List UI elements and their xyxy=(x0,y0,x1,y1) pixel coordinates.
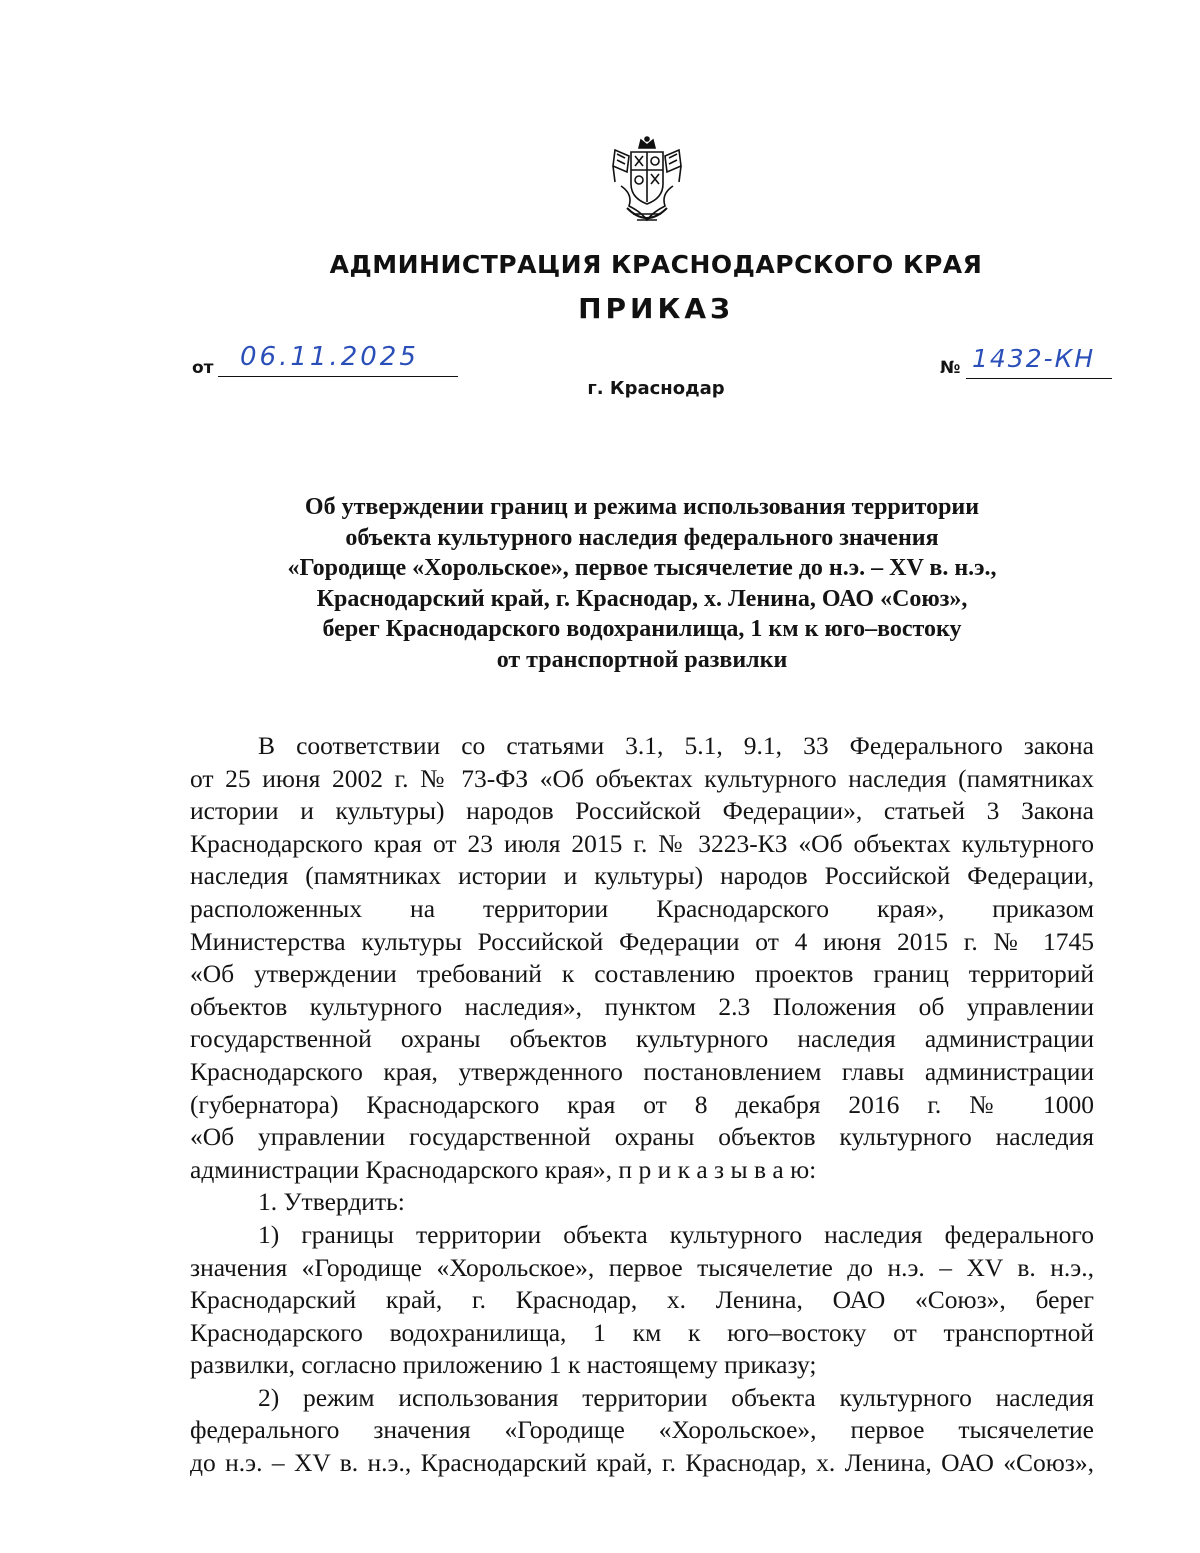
date-value: 06.11.2025 xyxy=(240,342,419,372)
body-line: государственной охраны объектов культурного наследия администрации xyxy=(190,1024,1094,1054)
coat-of-arms-icon xyxy=(607,136,687,228)
title-line: Об утверждении границ и режима использования территории xyxy=(304,494,980,520)
number-prefix: № xyxy=(940,358,961,378)
date-underline xyxy=(218,376,458,377)
body-line: «Об утверждении требований к составлению проектов границ территорий xyxy=(190,959,1094,989)
body-line: Краснодарского края от 23 июля 2015 г. № 3223-КЗ «Об объектах культурного xyxy=(190,828,1094,858)
body-line: до н.э. – XV в. н.э., Краснодарский край, г. Краснодар, х. Ленина, ОАО «Союз», xyxy=(190,1448,1094,1478)
title-line: «Городище «Хорольское», первое тысячелетие до н.э. – XV в. н.э., xyxy=(287,555,997,581)
body-line: (губернатора) Краснодарского края от 8 декабря 2016 г. № 1000 xyxy=(190,1089,1094,1119)
body-line: Министерства культуры Российской Федерации от 4 июня 2015 г. № 1745 xyxy=(190,926,1094,956)
body-line: «Об управлении государственной охраны объектов культурного наследия xyxy=(190,1122,1094,1152)
body-line: от 25 июня 2002 г. № 73-ФЗ «Об объектах культурного наследия (памятниках xyxy=(190,763,1094,793)
title-line: от транспортной развилки xyxy=(496,646,788,673)
body-line: наследия (памятниках истории и культуры) народов Российской Федерации, xyxy=(190,861,1094,891)
body-line: 1) границы территории объекта культурного наследия федерального xyxy=(258,1219,1094,1249)
body-line: объектов культурного наследия», пунктом 2.3 Положения об управлении xyxy=(190,991,1094,1021)
city: г. Краснодар xyxy=(587,378,725,399)
body-line: администрации Краснодарского края», п р и к а з ы в а ю: xyxy=(190,1154,817,1184)
body-line: 1. Утвердить: xyxy=(258,1187,405,1217)
body-line: В соответствии со статьями 3.1, 5.1, 9.1, 33 Федерального закона xyxy=(258,731,1094,760)
body-line: Краснодарский край, г. Краснодар, х. Ленина, ОАО «Союз», берег xyxy=(190,1285,1094,1315)
organization-name: АДМИНИСТРАЦИЯ КРАСНОДАРСКОГО КРАЯ xyxy=(329,250,983,279)
body-line: Краснодарского края, утвержденного постановлением главы администрации xyxy=(190,1056,1094,1086)
number-value: 1432-КН xyxy=(972,344,1096,373)
document-body xyxy=(190,730,1094,1480)
body-line: расположенных на территории Краснодарского края», приказом xyxy=(190,893,1094,923)
title-line: Краснодарский край, г. Краснодар, х. Ленина, ОАО «Союз», xyxy=(316,585,968,612)
body-line: развилки, согласно приложению 1 к настоящему приказу; xyxy=(190,1350,817,1380)
body-line: 2) режим использования территории объекта культурного наследия xyxy=(258,1382,1094,1412)
document-title xyxy=(190,492,1094,675)
title-line: объекта культурного наследия федерального значения xyxy=(345,524,939,551)
body-line: Краснодарского водохранилища, 1 км к юго–востоку от транспортной xyxy=(190,1317,1094,1347)
title-line: берег Краснодарского водохранилища, 1 км к юго–востоку xyxy=(322,616,962,642)
body-line: федерального значения «Городище «Хорольское», первое тысячелетие xyxy=(190,1415,1094,1445)
body-line: значения «Городище «Хорольское», первое тысячелетие до н.э. – XV в. н.э., xyxy=(190,1252,1094,1282)
document-type: ПРИКАЗ xyxy=(578,292,734,325)
body-line: истории и культуры) народов Российской Федерации», статьей 3 Закона xyxy=(190,796,1094,826)
date-prefix: от xyxy=(192,358,214,378)
